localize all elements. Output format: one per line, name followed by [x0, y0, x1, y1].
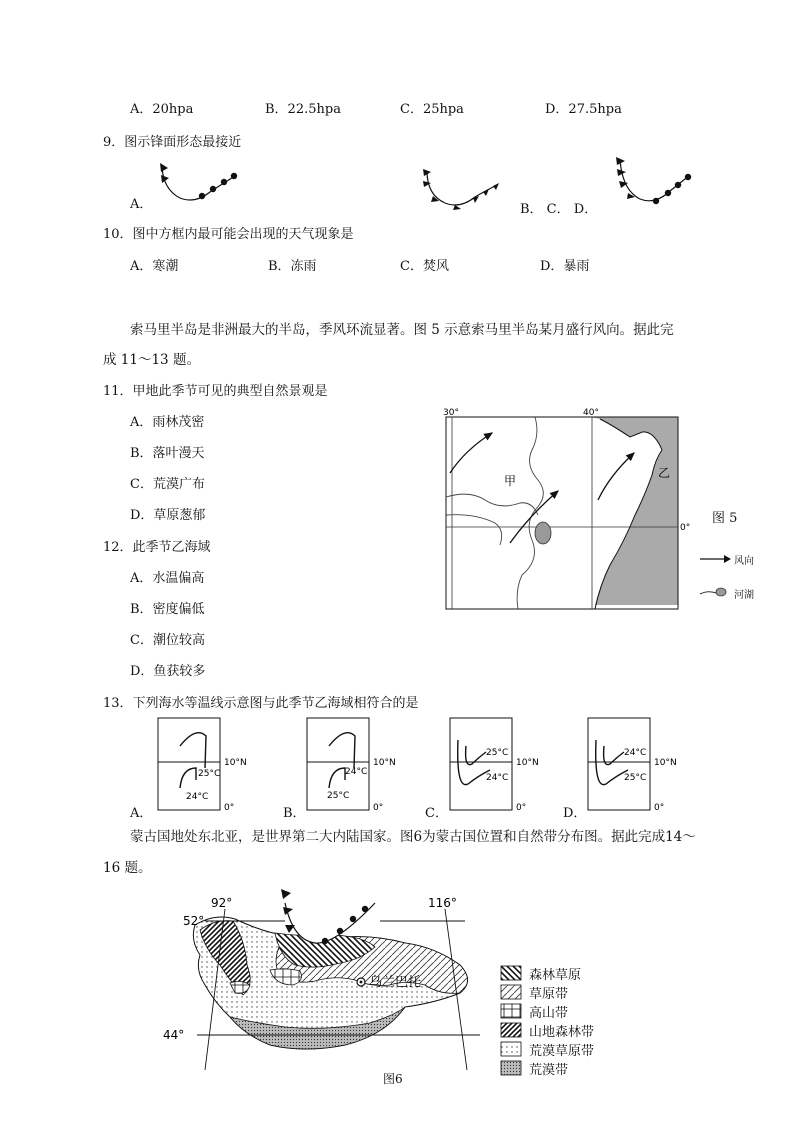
- q12-stem: 12．此季节乙海域: [103, 540, 211, 555]
- isotherm-panel-d: [588, 718, 683, 818]
- q8-option-b: B．22.5hpa: [265, 102, 341, 117]
- q11-option-d: D．草原葱郁: [130, 508, 206, 523]
- front-option-a: [150, 160, 250, 210]
- svg-text:25°C: 25°C: [486, 748, 509, 758]
- legend-desert: 荒漠带: [529, 1063, 569, 1078]
- fig5-lon-40: 40°: [583, 408, 599, 418]
- svg-text:24°C: 24°C: [186, 792, 209, 802]
- sea-area: [590, 417, 678, 605]
- isotherm-panel-c: [450, 718, 545, 818]
- svg-text:10°N: 10°N: [654, 758, 677, 768]
- q13-letter-c: C．: [425, 806, 448, 821]
- wind-arrow: [598, 453, 634, 500]
- q9-stem: 9．图示锋面形态最接近: [103, 135, 242, 150]
- q10-option-a: A．寒潮: [130, 259, 179, 274]
- q8-option-c: C．25hpa: [400, 102, 464, 117]
- q11-stem: 11．甲地此季节可见的典型自然景观是: [103, 384, 328, 399]
- q11-option-b: B．落叶漫天: [130, 446, 205, 461]
- q10-stem: 10．图中方框内最可能会出现的天气现象是: [103, 227, 354, 242]
- svg-text:92°: 92°: [211, 896, 233, 910]
- q13-stem: 13．下列海水等温线示意图与此季节乙海域相符合的是: [103, 696, 419, 711]
- passage-2-line-1: 蒙古国地处东北亚，是世界第二大内陆国家。图6为蒙古国位置和自然带分布图。据此完成14～: [130, 829, 696, 845]
- svg-text:44°: 44°: [163, 1028, 185, 1042]
- q13-letter-a: A．: [130, 806, 153, 821]
- svg-text:0°: 0°: [224, 803, 235, 813]
- place-jia: 甲: [504, 474, 517, 488]
- q13-letter-d: D．: [563, 806, 587, 821]
- svg-text:10°N: 10°N: [373, 758, 396, 768]
- legend-desert-steppe: 荒漠草原带: [529, 1044, 595, 1059]
- q11-option-c: C．荒漠广布: [130, 477, 205, 492]
- q10-option-b: B．冻雨: [268, 259, 317, 274]
- lake-legend-icon: [716, 588, 726, 596]
- fig5-lat-0: 0°: [680, 523, 691, 533]
- lake: [535, 522, 551, 544]
- place-yi: 乙: [658, 466, 671, 480]
- q12-option-d: D．鱼获较多: [130, 664, 206, 679]
- q9-label-bcd: B． C． D．: [520, 202, 598, 217]
- svg-text:0°: 0°: [654, 803, 665, 813]
- fig5-lon-30: 30°: [443, 408, 459, 418]
- q12-option-b: B．密度偏低: [130, 602, 205, 617]
- svg-text:0°: 0°: [516, 803, 527, 813]
- isotherm-panel-b: [307, 718, 402, 818]
- svg-text:25°C: 25°C: [327, 791, 350, 801]
- q13-letter-b: B．: [283, 806, 306, 821]
- svg-text:24°C: 24°C: [624, 748, 647, 758]
- svg-text:0°: 0°: [373, 803, 384, 813]
- q12-option-a: A．水温偏高: [130, 571, 205, 586]
- legend-wind-label: 风向: [734, 556, 754, 567]
- wind-arrow: [450, 433, 492, 473]
- q10-option-d: D．暴雨: [540, 259, 590, 274]
- svg-text:24°C: 24°C: [345, 767, 368, 777]
- q9-label-a: A．: [130, 197, 153, 212]
- svg-text:10°N: 10°N: [224, 758, 247, 768]
- q10-option-c: C．焚风: [400, 259, 449, 274]
- q8-option-a: A．20hpa: [130, 102, 194, 117]
- svg-text:25°C: 25°C: [198, 769, 221, 779]
- q12-option-c: C．潮位较高: [130, 633, 205, 648]
- svg-text:116°: 116°: [428, 896, 457, 910]
- svg-text:52°: 52°: [183, 914, 205, 928]
- fig6-legend-swatches: [500, 965, 524, 1077]
- figure-6-caption: 图6: [383, 1072, 403, 1086]
- svg-text:10°N: 10°N: [516, 758, 539, 768]
- q8-option-d: D．27.5hpa: [545, 102, 622, 117]
- legend-mountain-forest: 山地森林带: [529, 1025, 595, 1040]
- svg-text:25°C: 25°C: [624, 773, 647, 783]
- svg-text:乌兰巴托: 乌兰巴托: [369, 975, 422, 990]
- passage-1-line-1: 索马里半岛是非洲最大的半岛，季风环流显著。图 5 示意索马里半岛某月盛行风向。据此完: [130, 322, 674, 338]
- wind-legend-icon: [724, 555, 731, 563]
- front-option-b: [415, 165, 505, 215]
- q11-option-a: A．雨林茂密: [130, 415, 205, 430]
- legend-forest-steppe: 森林草原: [529, 968, 582, 983]
- figure-5-caption: 图 5: [712, 511, 738, 526]
- legend-steppe: 草原带: [529, 987, 569, 1002]
- passage-1-line-2: 成 11～13 题。: [103, 352, 200, 368]
- legend-lake-label: 河湖: [734, 590, 754, 601]
- figure-6-map: [163, 885, 495, 1075]
- fig5-legend-symbols: [698, 550, 738, 600]
- svg-text:24°C: 24°C: [486, 773, 509, 783]
- isotherm-panel-a: [158, 718, 253, 818]
- legend-alpine: 高山带: [529, 1006, 569, 1021]
- front-option-d: [610, 155, 700, 210]
- figure-5-map: [440, 405, 740, 615]
- passage-2-line-2: 16 题。: [103, 860, 152, 876]
